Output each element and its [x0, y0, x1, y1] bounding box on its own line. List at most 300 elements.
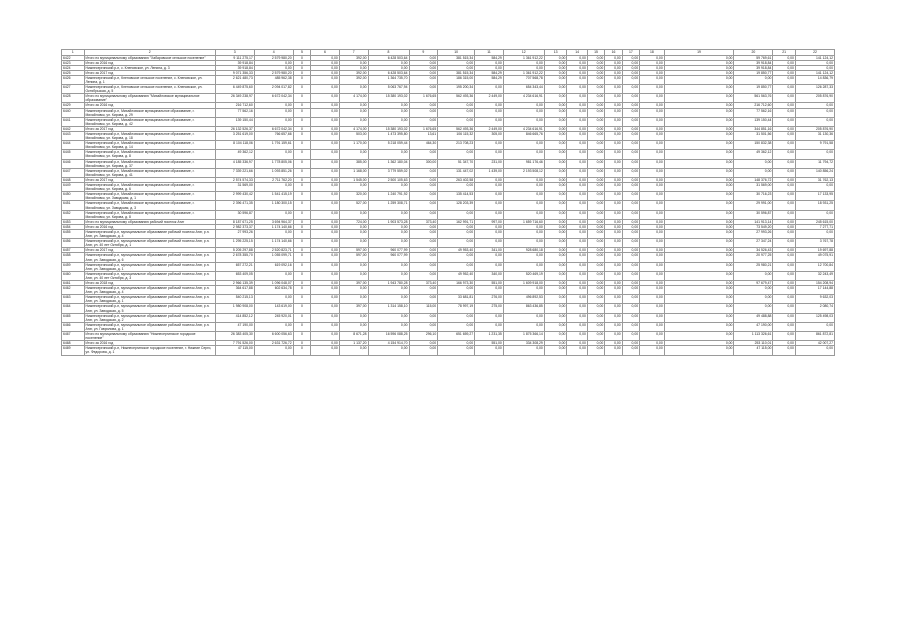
- value-cell: 131 447,02: [438, 168, 475, 177]
- value-cell: 0,00: [773, 60, 796, 65]
- value-cell: 1 676,65: [409, 126, 438, 131]
- value-cell: 0,00: [587, 126, 604, 131]
- value-cell: 0,00: [622, 295, 639, 304]
- value-cell: 0,00: [605, 117, 622, 126]
- address-cell: Нижнесергинский р-н, муниципальное образование рабочий поселок Атиг, р.п. Атиг, ул. Заводская, д. 4: [84, 286, 215, 295]
- value-cell: 0,00: [640, 304, 665, 313]
- value-cell: 0: [293, 332, 310, 341]
- value-cell: 3 694 964,37: [254, 219, 293, 224]
- value-cell: 0,00: [664, 262, 734, 271]
- value-cell: 928 680,18: [503, 248, 544, 253]
- value-cell: 162 991,71: [438, 219, 475, 224]
- value-cell: 2 711 762,20: [254, 177, 293, 182]
- table-row: [62, 94, 835, 103]
- value-cell: 602 634,78: [254, 286, 293, 295]
- value-cell: 0,00: [622, 271, 639, 280]
- row-number-cell: 6468: [62, 341, 85, 346]
- value-cell: 0,00: [587, 141, 604, 150]
- value-cell: 0,00: [409, 117, 438, 126]
- value-cell: 0,00: [567, 332, 588, 341]
- value-cell: 0,00: [773, 248, 796, 253]
- value-cell: 0,00: [640, 239, 665, 248]
- value-cell: 0,00: [587, 183, 604, 192]
- value-cell: 0,00: [503, 262, 544, 271]
- value-cell: 0,00: [409, 286, 438, 295]
- address-cell: Нижнесергинский р-н, муниципальное образование рабочий поселок Атиг, р.п. Атиг, ул. Заводская, д. 1: [84, 295, 215, 304]
- value-cell: 381 515,34: [438, 70, 475, 75]
- value-cell: 2 631 726,72: [254, 341, 293, 346]
- value-cell: 0,00: [368, 239, 409, 248]
- value-cell: 960 077,99: [368, 248, 409, 253]
- value-cell: 0,00: [773, 295, 796, 304]
- value-cell: 0,00: [311, 55, 340, 60]
- value-cell: 0: [293, 322, 310, 331]
- value-cell: 205 876,90: [795, 94, 834, 103]
- value-cell: 0,00: [544, 346, 567, 355]
- value-cell: 0,00: [409, 346, 438, 355]
- value-cell: 0,00: [640, 150, 665, 159]
- value-cell: 0,00: [664, 341, 734, 346]
- column-number-1: 1: [62, 50, 85, 56]
- value-cell: 32 243,49: [795, 271, 834, 280]
- value-cell: 0,00: [587, 322, 604, 331]
- value-cell: 0,00: [640, 55, 665, 60]
- value-cell: 0,00: [622, 168, 639, 177]
- value-cell: 0,00: [664, 94, 734, 103]
- value-cell: 0: [293, 192, 310, 201]
- value-cell: 0: [293, 304, 310, 313]
- value-cell: 0,00: [475, 346, 504, 355]
- value-cell: 1 676,65: [409, 94, 438, 103]
- value-cell: 8 104 118,06: [215, 141, 254, 150]
- value-cell: 0,00: [438, 239, 475, 248]
- value-cell: 0,00: [438, 117, 475, 126]
- value-cell: 0,00: [640, 177, 665, 182]
- value-cell: 4 174,00: [339, 94, 368, 103]
- value-cell: 0,00: [734, 304, 773, 313]
- value-cell: 47 115,00: [215, 346, 254, 355]
- value-cell: 0,00: [503, 224, 544, 229]
- value-cell: 0,00: [664, 271, 734, 280]
- value-cell: 597,00: [339, 253, 368, 262]
- value-cell: 0,00: [311, 239, 340, 248]
- value-cell: 0: [293, 253, 310, 262]
- value-cell: 0,00: [544, 70, 567, 75]
- row-number-cell: 6446: [62, 159, 85, 168]
- value-cell: 0,00: [640, 262, 665, 271]
- value-cell: 414 852,12: [215, 313, 254, 322]
- row-number-cell: 6466: [62, 322, 85, 331]
- value-cell: 0,00: [567, 295, 588, 304]
- value-cell: 1 980 908,00: [215, 304, 254, 313]
- value-cell: 1 259 308,71: [368, 201, 409, 210]
- value-cell: 0,00: [587, 60, 604, 65]
- value-cell: 0,00: [622, 262, 639, 271]
- value-cell: 0,00: [640, 322, 665, 331]
- value-cell: 0,00: [339, 313, 368, 322]
- value-cell: 2 999 430,42: [215, 192, 254, 201]
- value-cell: 0,00: [664, 229, 734, 238]
- value-cell: 0,00: [622, 150, 639, 159]
- value-cell: 31 130,36: [795, 132, 834, 141]
- value-cell: 47 190,00: [734, 322, 773, 331]
- value-cell: 1 361 912,22: [503, 70, 544, 75]
- row-number-cell: 6464: [62, 304, 85, 313]
- value-cell: 0,00: [622, 346, 639, 355]
- value-cell: 0,00: [605, 55, 622, 60]
- value-cell: 0,00: [605, 103, 622, 108]
- value-cell: 0,00: [587, 341, 604, 346]
- table-row: [62, 132, 835, 141]
- value-cell: 39 918,84: [734, 65, 773, 70]
- value-cell: 0,00: [503, 346, 544, 355]
- value-cell: 0,00: [311, 117, 340, 126]
- value-cell: 0,00: [664, 126, 734, 131]
- table-row: [62, 239, 835, 248]
- value-cell: 0,00: [773, 103, 796, 108]
- address-cell: Нижнесергинский р-н, Михайловское муниципальное образование, г. Михайловск, ул. Кирова, д. 41: [84, 168, 215, 177]
- value-cell: 0,00: [409, 201, 438, 210]
- value-cell: 0,00: [640, 65, 665, 70]
- value-cell: 0,00: [664, 281, 734, 286]
- value-cell: 373,40: [409, 219, 438, 224]
- value-cell: 584,29: [475, 70, 504, 75]
- value-cell: 6 428 503,64: [368, 55, 409, 60]
- address-cell: Итого по муниципальному образованию "Нижнесергинское городское поселение": [84, 332, 215, 341]
- value-cell: 26 383 405,30: [215, 332, 254, 341]
- value-cell: 0,00: [544, 177, 567, 182]
- value-cell: 0,00: [368, 346, 409, 355]
- value-cell: 0: [293, 219, 310, 224]
- value-cell: 1 541 415,19: [254, 192, 293, 201]
- value-cell: 27 993,26: [215, 229, 254, 238]
- value-cell: 0,00: [311, 126, 340, 131]
- value-cell: 0,00: [773, 108, 796, 117]
- value-cell: 186 315,00: [438, 75, 475, 84]
- value-cell: 0,00: [368, 183, 409, 192]
- value-cell: 0,00: [503, 103, 544, 108]
- row-number-cell: 6454: [62, 224, 85, 229]
- table-row: [62, 159, 835, 168]
- value-cell: 0,00: [254, 322, 293, 331]
- value-cell: 707 568,78: [503, 75, 544, 84]
- value-cell: 0,00: [664, 177, 734, 182]
- value-cell: 2 574 574,33: [215, 177, 254, 182]
- value-cell: 0,00: [567, 168, 588, 177]
- row-number-cell: 6440: [62, 108, 85, 117]
- value-cell: 0,00: [622, 239, 639, 248]
- value-cell: 0,00: [640, 286, 665, 295]
- value-cell: 9 111 275,17: [215, 55, 254, 60]
- address-cell: Итого за 2018 год: [84, 281, 215, 286]
- value-cell: 0: [293, 295, 310, 304]
- value-cell: 1 362 180,04: [368, 159, 409, 168]
- column-number-4: 4: [254, 50, 293, 56]
- value-cell: 0,00: [622, 248, 639, 253]
- value-cell: 296,10: [409, 332, 438, 341]
- row-number-cell: 6442: [62, 126, 85, 131]
- column-number-13: 13: [544, 50, 567, 56]
- value-cell: 0,00: [664, 224, 734, 229]
- value-cell: 0,00: [664, 322, 734, 331]
- value-cell: 0,00: [254, 271, 293, 280]
- value-cell: 0,00: [622, 126, 639, 131]
- value-cell: 584,29: [475, 55, 504, 60]
- value-cell: 0: [293, 271, 310, 280]
- row-number-cell: 6449: [62, 183, 85, 192]
- value-cell: 4 234 616,91: [503, 94, 544, 103]
- value-cell: 4 234 616,91: [503, 126, 544, 131]
- value-cell: 0,00: [567, 159, 588, 168]
- value-cell: 73 549,20: [734, 224, 773, 229]
- value-cell: 263 402,58: [438, 177, 475, 182]
- value-cell: 33 681,81: [438, 295, 475, 304]
- value-cell: 0,00: [409, 224, 438, 229]
- value-cell: 0,00: [605, 60, 622, 65]
- value-cell: 0,00: [409, 103, 438, 108]
- value-cell: 0,00: [475, 313, 504, 322]
- value-cell: 0,00: [544, 85, 567, 94]
- row-number-cell: 6422: [62, 55, 85, 60]
- value-cell: 0,00: [567, 85, 588, 94]
- value-cell: 0,00: [664, 295, 734, 304]
- value-cell: 141 124,12: [795, 55, 834, 60]
- value-cell: 0,00: [567, 322, 588, 331]
- value-cell: 0,00: [622, 183, 639, 192]
- value-cell: 0,00: [254, 210, 293, 219]
- value-cell: 0,00: [795, 346, 834, 355]
- value-cell: 0,00: [734, 159, 773, 168]
- value-cell: 0,00: [311, 224, 340, 229]
- value-cell: 0,00: [567, 94, 588, 103]
- row-number-cell: 6444: [62, 141, 85, 150]
- value-cell: 0,00: [622, 210, 639, 219]
- value-cell: 0,00: [368, 65, 409, 70]
- address-cell: Нижнесергинский р-н, муниципальное образование рабочий поселок Атиг, р.п. Атиг, ул. Заводская, д. 1: [84, 262, 215, 271]
- value-cell: 385,00: [339, 159, 368, 168]
- value-cell: 0,00: [503, 150, 544, 159]
- value-cell: 0,00: [664, 85, 734, 94]
- value-cell: 2 396 471,35: [215, 201, 254, 210]
- value-cell: 0: [293, 150, 310, 159]
- value-cell: 0,00: [587, 70, 604, 75]
- address-cell: Итого по муниципальному образованию рабочий поселок Атиг: [84, 219, 215, 224]
- address-cell: Нижнесергинский р-н, Михайловское муниципальное образование, г. Михайловск, ул. Кирова, д. 14: [84, 141, 215, 150]
- table-row: [62, 108, 835, 117]
- value-cell: 0,00: [640, 60, 665, 65]
- value-cell: 397,00: [339, 281, 368, 286]
- value-cell: 0,00: [587, 177, 604, 182]
- value-cell: 0,00: [438, 253, 475, 262]
- value-cell: 0,00: [795, 103, 834, 108]
- value-cell: 341,00: [475, 248, 504, 253]
- value-cell: 540 215,13: [215, 295, 254, 304]
- value-cell: 0,00: [475, 192, 504, 201]
- value-cell: 0,00: [339, 60, 368, 65]
- address-cell: Нижнесергинский р-н, муниципальное образование рабочий поселок Атиг, р.п. Атиг, ул. Заводская, д. 2: [84, 313, 215, 322]
- value-cell: 0,00: [605, 132, 622, 141]
- value-cell: 0,00: [567, 55, 588, 60]
- value-cell: 0,00: [503, 322, 544, 331]
- value-cell: 0,00: [605, 150, 622, 159]
- value-cell: 0,00: [311, 183, 340, 192]
- value-cell: 8 187 671,25: [215, 219, 254, 224]
- value-cell: 344 851,16: [734, 126, 773, 131]
- value-cell: 0,00: [664, 183, 734, 192]
- value-cell: 0,00: [664, 70, 734, 75]
- value-cell: 0,00: [567, 253, 588, 262]
- value-cell: 0,00: [622, 85, 639, 94]
- value-cell: 4 154 914,70: [368, 341, 409, 346]
- value-cell: 5 063 767,94: [368, 85, 409, 94]
- value-cell: 216 712,60: [734, 103, 773, 108]
- table-row: [62, 75, 835, 84]
- column-number-5: 5: [293, 50, 310, 56]
- value-cell: 0,00: [438, 341, 475, 346]
- value-cell: 0,00: [409, 55, 438, 60]
- value-cell: 0,00: [587, 65, 604, 70]
- value-cell: 0,00: [567, 103, 588, 108]
- value-cell: 0,00: [605, 271, 622, 280]
- value-cell: 0,00: [475, 108, 504, 117]
- value-cell: 9 071 356,33: [215, 70, 254, 75]
- value-cell: 0,00: [475, 103, 504, 108]
- value-cell: 0,00: [311, 132, 340, 141]
- value-cell: 0,00: [773, 183, 796, 192]
- value-cell: 2 621 480,73: [215, 75, 254, 84]
- value-cell: 0,00: [311, 210, 340, 219]
- value-cell: 139 150,44: [215, 117, 254, 126]
- value-cell: 0,00: [773, 94, 796, 103]
- value-cell: 148 376,72: [734, 177, 773, 182]
- value-cell: 0: [293, 248, 310, 253]
- value-cell: 9 791,58: [795, 141, 834, 150]
- value-cell: 0,00: [311, 65, 340, 70]
- value-cell: 0,00: [567, 281, 588, 286]
- value-cell: 0,00: [640, 141, 665, 150]
- value-cell: 0,00: [503, 177, 544, 182]
- value-cell: 17 144,88: [795, 286, 834, 295]
- value-cell: 0,00: [567, 286, 588, 295]
- value-cell: 0,00: [640, 168, 665, 177]
- value-cell: 0,00: [605, 304, 622, 313]
- value-cell: 1 096 048,07: [254, 281, 293, 286]
- value-cell: 0,00: [311, 94, 340, 103]
- value-cell: 0,00: [544, 150, 567, 159]
- value-cell: 597,00: [339, 248, 368, 253]
- table-row: [62, 304, 835, 313]
- value-cell: 6 600 056,63: [254, 332, 293, 341]
- value-cell: 0,00: [587, 219, 604, 224]
- value-cell: 0,00: [311, 75, 340, 84]
- value-cell: 0,00: [773, 210, 796, 219]
- value-cell: 0,00: [773, 168, 796, 177]
- value-cell: 0,00: [773, 346, 796, 355]
- value-cell: 1 364 735,70: [368, 75, 409, 84]
- value-cell: 0,00: [567, 177, 588, 182]
- value-cell: 0,00: [605, 183, 622, 192]
- value-cell: 0,00: [605, 248, 622, 253]
- value-cell: 0,00: [567, 313, 588, 322]
- value-cell: 15 380 193,02: [368, 126, 409, 131]
- value-cell: 0,00: [438, 229, 475, 238]
- value-cell: 0,00: [311, 103, 340, 108]
- value-cell: 0,00: [587, 117, 604, 126]
- value-cell: 0,00: [622, 94, 639, 103]
- value-cell: 0,00: [640, 126, 665, 131]
- value-cell: 0,00: [567, 210, 588, 219]
- value-cell: 0,00: [622, 219, 639, 224]
- value-cell: 0,00: [339, 271, 368, 280]
- value-cell: 0,00: [640, 281, 665, 286]
- value-cell: 0,00: [567, 201, 588, 210]
- row-number-cell: 6456: [62, 239, 85, 248]
- value-cell: 0,00: [622, 313, 639, 322]
- value-cell: 0,00: [311, 313, 340, 322]
- value-cell: 0,00: [544, 141, 567, 150]
- value-cell: 3 779 559,02: [368, 168, 409, 177]
- value-cell: 0,00: [311, 219, 340, 224]
- value-cell: 0: [293, 65, 310, 70]
- value-cell: 0,00: [475, 117, 504, 126]
- value-cell: 0: [293, 60, 310, 65]
- value-cell: 6 428 503,64: [368, 70, 409, 75]
- table-row: [62, 141, 835, 150]
- row-number-cell: 6447: [62, 168, 85, 177]
- value-cell: 0,00: [664, 304, 734, 313]
- value-cell: 0: [293, 210, 310, 219]
- value-cell: 15 380 193,02: [368, 94, 409, 103]
- value-cell: 527,00: [339, 201, 368, 210]
- value-cell: 397,00: [339, 304, 368, 313]
- value-cell: 0,00: [409, 313, 438, 322]
- value-cell: 49 488,88: [734, 313, 773, 322]
- value-cell: 2 678 355,70: [215, 253, 254, 262]
- row-number-cell: 6423: [62, 60, 85, 65]
- value-cell: 0,00: [587, 313, 604, 322]
- value-cell: 0,00: [773, 70, 796, 75]
- value-cell: 77 562,16: [215, 108, 254, 117]
- value-cell: 0,00: [503, 108, 544, 117]
- value-cell: 0,00: [795, 322, 834, 331]
- value-cell: 551,00: [475, 281, 504, 286]
- value-cell: 0,00: [503, 286, 544, 295]
- value-cell: 0,00: [605, 224, 622, 229]
- column-number-15: 15: [587, 50, 604, 56]
- value-cell: 0,00: [409, 65, 438, 70]
- value-cell: 27 993,26: [734, 229, 773, 238]
- value-cell: 0,00: [622, 224, 639, 229]
- value-cell: 19 850,77: [734, 85, 773, 94]
- value-cell: 0,00: [409, 210, 438, 219]
- value-cell: 0,00: [773, 126, 796, 131]
- value-cell: 0,00: [544, 103, 567, 108]
- value-cell: 0,00: [368, 271, 409, 280]
- value-cell: 0,00: [605, 177, 622, 182]
- value-cell: 584,29: [475, 75, 504, 84]
- value-cell: 9 632,03: [795, 295, 834, 304]
- value-cell: 0,00: [587, 201, 604, 210]
- value-cell: 0,00: [544, 183, 567, 192]
- column-number-14: 14: [567, 50, 588, 56]
- value-cell: 0,00: [587, 332, 604, 341]
- value-cell: 1 055 099,71: [254, 253, 293, 262]
- value-cell: 0,00: [622, 132, 639, 141]
- row-number-cell: 6426: [62, 75, 85, 84]
- value-cell: 13,61: [409, 132, 438, 141]
- row-number-cell: 6443: [62, 132, 85, 141]
- value-cell: 392,00: [339, 55, 368, 60]
